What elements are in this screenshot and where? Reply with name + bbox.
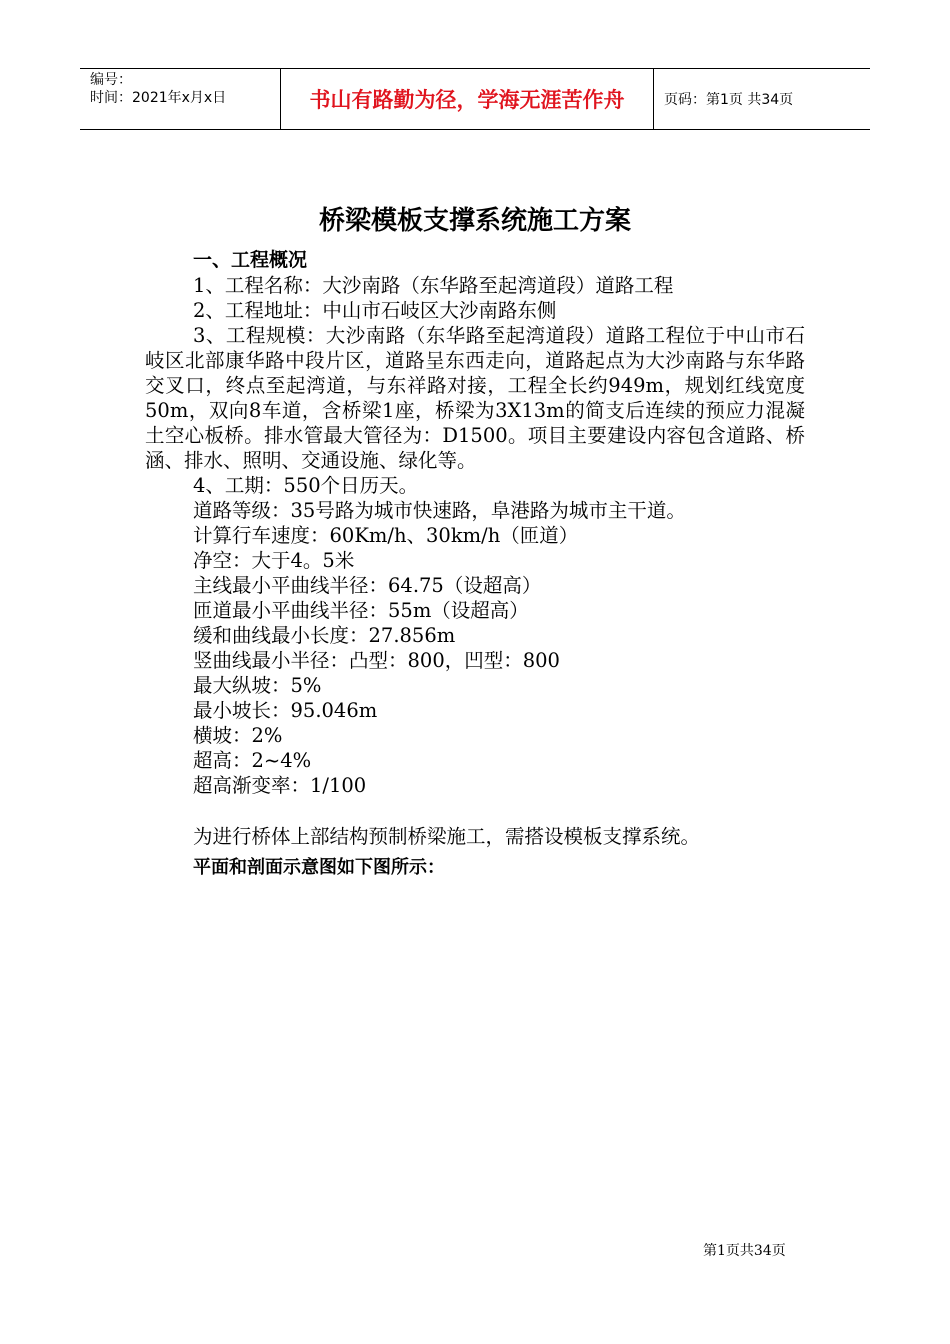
page-header xyxy=(80,68,870,130)
header-page-info: 页码：第1页 共34页 xyxy=(664,92,794,108)
spec-line: 超高：2~4% xyxy=(193,749,312,772)
spec-line: 横坡：2% xyxy=(193,724,283,747)
spec-line: 匝道最小平曲线半径：55m（设超高） xyxy=(193,599,529,622)
time-label: 时间：2021年x月x日 xyxy=(90,90,227,106)
spec-line: 竖曲线最小半径：凸型：800，凹型：800 xyxy=(193,649,560,672)
spec-line: 计算行车速度：60Km/h、30km/h（匝道） xyxy=(193,524,579,547)
spec-line: 主线最小平曲线半径：64.75（设超高） xyxy=(193,574,542,597)
spacer xyxy=(145,798,805,824)
closing-sentence: 为进行桥体上部结构预制桥梁施工，需搭设模板支撑系统。 xyxy=(193,825,701,848)
project-address: 2、工程地址：中山市石岐区大沙南路东侧 xyxy=(193,299,557,322)
spec-line: 净空：大于4。5米 xyxy=(193,549,355,572)
header-motto-cell xyxy=(280,69,654,129)
section-heading: 一、工程概况 xyxy=(193,249,308,271)
project-duration: 4、工期：550个日历天。 xyxy=(193,474,419,497)
spec-line: 超高渐变率：1/100 xyxy=(193,774,367,797)
number-label: 编号： xyxy=(90,72,132,88)
document-title: 桥梁模板支撑系统施工方案 xyxy=(318,206,631,236)
spec-line: 最小坡长：95.046m xyxy=(193,699,378,722)
project-scale: 3、工程规模：大沙南路（东华路至起湾道段）道路工程位于中山市石岐区北部康华路中段片区，道路呈东西走向，道路起点为大沙南路与东华路交叉口，终点至起湾道，与东祥路对接，工程全长约949m，规划红线宽度50m，双向8车道，含桥梁1座，桥梁为3X13m的简支后连续的预应力混凝土空心板桥。排水管最大管径为：D1500。项目主要建设内容包含道路、桥涵、排水、照明、交通设施、绿化等。 xyxy=(145,324,805,472)
header-meta xyxy=(80,69,280,129)
spec-line: 道路等级：35号路为城市快速路，阜港路为城市主干道。 xyxy=(193,499,686,522)
header-motto: 书山有路勤为径，学海无涯苦作舟 xyxy=(309,88,625,112)
figure-note: 平面和剖面示意图如下图所示： xyxy=(193,857,445,878)
spec-line: 最大纵坡：5% xyxy=(193,674,322,697)
spec-line: 缓和曲线最小长度：27.856m xyxy=(193,624,456,647)
page-footer: 第1页共34页 xyxy=(703,1243,786,1259)
project-name: 1、工程名称：大沙南路（东华路至起湾道段）道路工程 xyxy=(193,274,674,297)
document-body xyxy=(145,248,805,880)
